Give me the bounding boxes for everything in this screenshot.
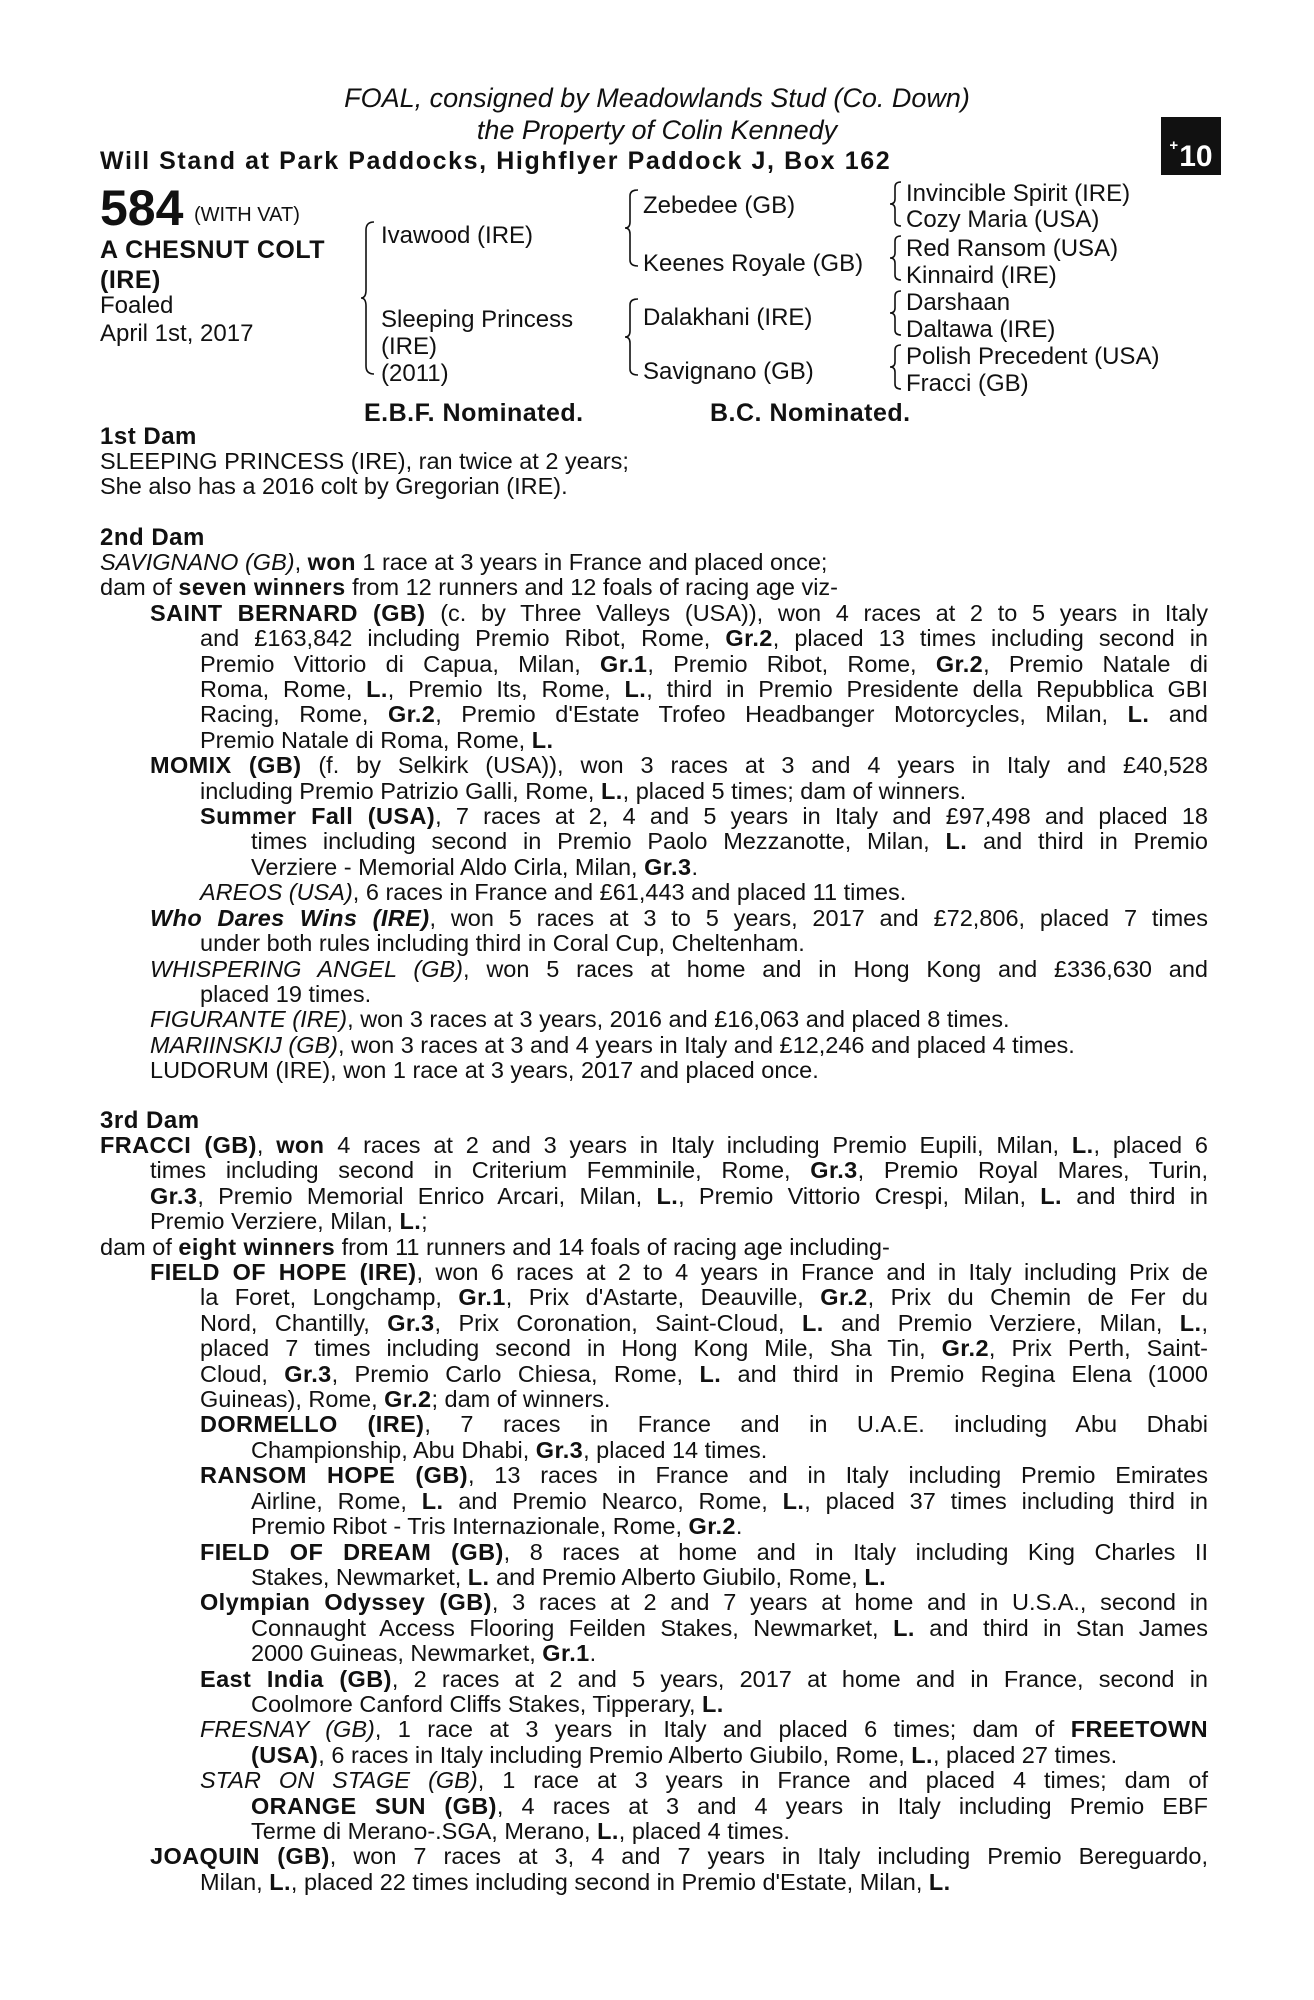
record-line bbox=[100, 1692, 1208, 1717]
record-emphasis: JOAQUIN (GB) bbox=[150, 1843, 330, 1870]
record-emphasis: L. bbox=[531, 726, 554, 753]
pedigree-sire: Ivawood (IRE) bbox=[381, 222, 534, 249]
record-text: , placed 14 times. bbox=[583, 1436, 768, 1463]
record-text: Championship, Abu Dhabi, bbox=[251, 1436, 536, 1463]
record-line bbox=[100, 1667, 1208, 1692]
record-text: Racing, Rome, bbox=[200, 701, 388, 728]
record-line bbox=[100, 677, 1208, 702]
record-text: and third in Stan James bbox=[914, 1614, 1208, 1641]
pedigree-bracket-3c bbox=[889, 289, 903, 337]
record-emphasis: STAR ON STAGE (GB) bbox=[200, 1767, 478, 1794]
record-line bbox=[100, 1184, 1208, 1209]
pedigree-bracket-3b bbox=[889, 234, 903, 282]
record-emphasis: L. bbox=[893, 1614, 915, 1641]
record-emphasis: Gr.2 bbox=[935, 650, 984, 677]
record-text: , bbox=[1201, 1309, 1209, 1336]
record-emphasis: Gr.2 bbox=[941, 1335, 989, 1362]
record-text: Roma, Rome, bbox=[200, 676, 367, 703]
record-text: . bbox=[735, 1513, 743, 1540]
lot-number: 584 bbox=[100, 180, 184, 236]
record-emphasis: Gr.3 bbox=[387, 1309, 435, 1336]
record-line bbox=[100, 1743, 1208, 1768]
record-emphasis: Gr.3 bbox=[644, 853, 692, 880]
record-emphasis: L. bbox=[1040, 1182, 1062, 1209]
pedigree-dam-country: (IRE) bbox=[381, 333, 437, 360]
pedigree-bracket-dam bbox=[624, 297, 640, 377]
record-text: , placed 22 times including second in Premio d'Estate, Milan, bbox=[290, 1868, 929, 1895]
record-text: , Prix du Chemin de Fer du bbox=[867, 1284, 1208, 1311]
record-text: dam of bbox=[100, 574, 179, 601]
lot-badge bbox=[1161, 117, 1221, 175]
record-emphasis: seven winners bbox=[178, 574, 346, 601]
record-line bbox=[100, 1794, 1208, 1819]
record-line bbox=[100, 1438, 1208, 1463]
record-text: , won 5 races at home and in Hong Kong and £336,630 and bbox=[463, 955, 1208, 982]
record-line bbox=[100, 1235, 1208, 1260]
record-text: Stakes, Newmarket, bbox=[251, 1563, 468, 1590]
property-line: the Property of Colin Kennedy bbox=[476, 115, 838, 145]
pedigree-dd-dam: Fracci (GB) bbox=[906, 370, 1029, 397]
record-text: , Premio d'Estate Trofeo Headbanger Motorcycles, Milan, bbox=[435, 701, 1128, 728]
record-emphasis: L. bbox=[1071, 1132, 1094, 1158]
record-text: , 7 races in France and in U.A.E. including Abu Dhabi bbox=[424, 1411, 1208, 1438]
record-text: (f. by Selkirk (USA)), won 3 races at 3 and 4 years in Italy and £40,528 bbox=[301, 752, 1208, 779]
record-text: , 2 races at 2 and 5 years, 2017 at home and in France, second in bbox=[391, 1665, 1209, 1692]
record-line bbox=[100, 702, 1208, 727]
record-emphasis: L. bbox=[624, 676, 647, 703]
second-dam-text bbox=[100, 550, 1208, 1084]
record-emphasis: DORMELLO (IRE) bbox=[200, 1411, 425, 1438]
record-text: LUDORUM (IRE), won 1 race at 3 years, 2017 and placed once. bbox=[150, 1057, 819, 1084]
pedigree-ds-dam: Daltawa (IRE) bbox=[906, 316, 1056, 343]
record-line bbox=[100, 575, 1208, 600]
record-line bbox=[100, 1133, 1208, 1158]
record-emphasis: Gr.1 bbox=[458, 1284, 506, 1311]
record-line bbox=[100, 1007, 1208, 1032]
record-text: under both rules including third in Coral Cup, Cheltenham. bbox=[200, 930, 805, 957]
record-text: Premio Natale di Roma, Rome, bbox=[200, 726, 532, 753]
record-text: la Foret, Longchamp, bbox=[200, 1284, 459, 1311]
record-line bbox=[100, 957, 1208, 982]
record-emphasis: Gr.2 bbox=[384, 1386, 432, 1413]
record-line bbox=[100, 1489, 1208, 1514]
record-text: , 13 races in France and in Italy including Premio Emirates bbox=[467, 1462, 1208, 1489]
record-text: , 8 races at home and in Italy including King Charles II bbox=[503, 1538, 1208, 1565]
record-line bbox=[100, 1616, 1208, 1641]
record-line bbox=[100, 1641, 1208, 1666]
record-text: , 1 race at 3 years in Italy and placed 6 times; dam of bbox=[374, 1716, 1071, 1743]
record-text: ; dam of winners. bbox=[431, 1386, 611, 1413]
record-text: dam of bbox=[100, 1233, 179, 1260]
record-line bbox=[100, 728, 1208, 753]
pedigree-dam-dam: Savignano (GB) bbox=[643, 358, 814, 385]
pedigree-bracket-3a bbox=[889, 180, 903, 228]
record-emphasis: eight winners bbox=[178, 1233, 336, 1260]
record-line bbox=[100, 1819, 1208, 1844]
record-text: Premio Ribot - Tris Internazionale, Rome, bbox=[251, 1513, 689, 1540]
record-emphasis: FIELD OF HOPE (IRE) bbox=[150, 1259, 417, 1286]
record-line bbox=[100, 1285, 1208, 1310]
record-text: times including second in Criterium Femminile, Rome, bbox=[150, 1157, 811, 1184]
record-text: , bbox=[294, 549, 308, 575]
record-line bbox=[100, 1387, 1208, 1412]
record-emphasis: L. bbox=[928, 1868, 951, 1895]
record-line bbox=[100, 982, 1208, 1007]
record-emphasis: L. bbox=[801, 1309, 824, 1336]
record-text: , placed 4 times. bbox=[618, 1817, 790, 1844]
record-line bbox=[100, 1260, 1208, 1285]
record-emphasis: L. bbox=[782, 1487, 805, 1514]
record-text: Premio Verziere, Milan, bbox=[150, 1208, 400, 1235]
record-line bbox=[100, 1058, 1208, 1083]
record-text: , placed 27 times. bbox=[932, 1741, 1118, 1768]
record-line bbox=[100, 855, 1208, 880]
record-text: , won 3 races at 3 years, 2016 and £16,063 and placed 8 times. bbox=[347, 1006, 1010, 1033]
record-text: , Premio Natale di bbox=[983, 650, 1208, 677]
record-emphasis: L. bbox=[702, 1690, 724, 1717]
record-text: , 7 races at 2, 4 and 5 years in Italy and £97,498 and placed 18 bbox=[435, 803, 1208, 830]
record-text: Premio Vittorio di Capua, Milan, bbox=[200, 650, 601, 677]
record-text: , 3 races at 2 and 7 years at home and in U.S.A., second in bbox=[491, 1589, 1208, 1616]
record-text: , Premio Ribot, Rome, bbox=[647, 650, 936, 677]
pedigree-ss-dam: Cozy Maria (USA) bbox=[906, 206, 1100, 233]
record-emphasis: Gr.2 bbox=[820, 1284, 868, 1311]
record-emphasis: L. bbox=[421, 1487, 444, 1514]
pedigree-dam-year: (2011) bbox=[381, 360, 449, 387]
record-text: , placed 13 times including second in bbox=[772, 625, 1208, 652]
record-emphasis: SAVIGNANO (GB) bbox=[100, 549, 295, 575]
record-emphasis: L. bbox=[1127, 701, 1150, 728]
foaled-label: Foaled bbox=[100, 292, 174, 319]
record-emphasis: Gr.1 bbox=[542, 1640, 590, 1667]
record-emphasis: Gr.2 bbox=[387, 701, 436, 728]
record-line bbox=[100, 1870, 1208, 1895]
pedigree-dam bbox=[381, 306, 573, 387]
lot-description bbox=[100, 235, 325, 295]
record-line bbox=[100, 804, 1208, 829]
record-emphasis: AREOS (USA) bbox=[200, 879, 353, 906]
record-emphasis: Gr.1 bbox=[600, 650, 648, 677]
record-emphasis: L. bbox=[699, 1360, 722, 1387]
record-line bbox=[100, 753, 1208, 778]
record-text: Coolmore Canford Cliffs Stakes, Tipperary, bbox=[251, 1690, 703, 1717]
record-line bbox=[100, 652, 1208, 677]
record-line bbox=[100, 601, 1208, 626]
pedigree-sire-dam: Keenes Royale (GB) bbox=[643, 250, 864, 277]
record-emphasis: ORANGE SUN (GB) bbox=[251, 1792, 497, 1819]
record-text: and bbox=[1149, 701, 1208, 728]
record-text: from 11 runners and 14 foals of racing age including- bbox=[335, 1233, 890, 1260]
record-text: , won 3 races at 3 and 4 years in Italy and £12,246 and placed 4 times. bbox=[338, 1031, 1075, 1058]
record-text: Guineas), Rome, bbox=[200, 1386, 385, 1413]
bc-nominated: B.C. Nominated. bbox=[710, 399, 911, 427]
pedigree-bracket-sire bbox=[624, 188, 640, 268]
record-emphasis: won bbox=[307, 549, 356, 575]
record-emphasis: L. bbox=[1179, 1309, 1202, 1336]
record-text: Milan, bbox=[200, 1868, 270, 1895]
vat-note: (WITH VAT) bbox=[194, 204, 300, 226]
record-text: , 6 races in France and £61,443 and placed 11 times. bbox=[352, 879, 907, 906]
foaled-info bbox=[100, 292, 253, 348]
record-line bbox=[100, 1514, 1208, 1539]
record-emphasis: Summer Fall (USA) bbox=[200, 803, 436, 830]
record-text: , Premio Its, Rome, bbox=[387, 676, 625, 703]
record-text: , third in Premio Presidente della Repubblica GBI bbox=[646, 676, 1208, 703]
record-line bbox=[100, 1362, 1208, 1387]
second-dam-heading: 2nd Dam bbox=[100, 524, 205, 551]
record-emphasis: FRESNAY (GB) bbox=[200, 1716, 375, 1743]
ebf-nominated: E.B.F. Nominated. bbox=[364, 399, 584, 427]
record-text: , Premio Memorial Enrico Arcari, Milan, bbox=[197, 1182, 657, 1209]
record-text: , bbox=[256, 1132, 277, 1158]
third-dam-heading: 3rd Dam bbox=[100, 1107, 200, 1134]
record-text: Terme di Merano-.SGA, Merano, bbox=[251, 1817, 598, 1844]
record-text: Cloud, bbox=[200, 1360, 285, 1387]
pedigree-ds-sire: Darshaan bbox=[906, 289, 1011, 316]
pedigree-dam-name: Sleeping Princess bbox=[381, 306, 574, 333]
record-emphasis: MARIINSKIJ (GB) bbox=[150, 1031, 339, 1058]
record-text: , won 6 races at 2 to 4 years in France and in Italy including Prix de bbox=[416, 1259, 1208, 1286]
record-emphasis: won bbox=[276, 1132, 325, 1158]
record-emphasis: Gr.3 bbox=[535, 1436, 584, 1463]
record-text: from 12 runners and 12 foals of racing age viz- bbox=[345, 574, 839, 601]
record-emphasis: Who Dares Wins (IRE) bbox=[150, 904, 430, 931]
record-text: , Premio Vittorio Crespi, Milan, bbox=[678, 1182, 1041, 1209]
record-emphasis: Gr.2 bbox=[725, 625, 773, 652]
record-emphasis: Gr.3 bbox=[284, 1360, 332, 1387]
record-line bbox=[100, 1844, 1208, 1869]
record-emphasis: L. bbox=[911, 1741, 933, 1768]
record-emphasis: L. bbox=[600, 777, 623, 804]
badge-number: 10 bbox=[1179, 140, 1213, 173]
record-text: , 4 races at 3 and 4 years in Italy including Premio EBF bbox=[496, 1792, 1208, 1819]
record-text: , Premio Royal Mares, Turin, bbox=[857, 1157, 1209, 1184]
record-text: , Premio Carlo Chiesa, Rome, bbox=[331, 1360, 700, 1387]
record-emphasis: Olympian Odyssey (GB) bbox=[200, 1589, 492, 1616]
record-line bbox=[100, 1311, 1208, 1336]
record-text: Airline, Rome, bbox=[251, 1487, 422, 1514]
record-text: , 6 races in Italy including Premio Alberto Giubilo, Rome, bbox=[318, 1741, 912, 1768]
record-text: Connaught Access Flooring Feilden Stakes, Newmarket, bbox=[251, 1614, 894, 1641]
record-emphasis: L. bbox=[366, 676, 388, 703]
record-line bbox=[100, 1565, 1208, 1590]
record-emphasis: FREETOWN bbox=[1070, 1716, 1208, 1743]
record-emphasis: L. bbox=[864, 1563, 887, 1590]
record-emphasis: RANSOM HOPE (GB) bbox=[200, 1462, 468, 1489]
record-text: . bbox=[589, 1640, 597, 1667]
record-text: 2000 Guineas, Newmarket, bbox=[251, 1640, 543, 1667]
record-text: including Premio Patrizio Galli, Rome, bbox=[200, 777, 601, 804]
third-dam-text bbox=[100, 1133, 1208, 1895]
record-text: . bbox=[691, 853, 698, 880]
pedigree-bracket-main bbox=[360, 220, 376, 376]
record-text: times including second in Premio Paolo Mezzanotte, Milan, bbox=[251, 828, 946, 855]
lot-description-line2: (IRE) bbox=[100, 266, 161, 294]
record-line bbox=[100, 1336, 1208, 1361]
first-dam-text bbox=[100, 449, 1208, 500]
record-text: and third in Premio Regina Elena (1000 bbox=[721, 1360, 1208, 1387]
record-emphasis: East India (GB) bbox=[200, 1665, 392, 1692]
record-emphasis: L. bbox=[597, 1817, 619, 1844]
record-emphasis: L. bbox=[656, 1182, 679, 1209]
record-line bbox=[100, 1209, 1208, 1234]
first-dam-heading: 1st Dam bbox=[100, 423, 197, 450]
record-line bbox=[100, 880, 1208, 905]
record-line bbox=[100, 550, 1208, 575]
record-text: Nord, Chantilly, bbox=[200, 1309, 388, 1336]
record-text: , won 7 races at 3, 4 and 7 years in Italy including Premio Bereguardo, bbox=[329, 1843, 1208, 1870]
record-text: , placed 37 times including third in bbox=[804, 1487, 1208, 1514]
record-line bbox=[100, 906, 1208, 931]
record-text: and Premio Nearco, Rome, bbox=[443, 1487, 783, 1514]
record-text: , placed 6 bbox=[1093, 1132, 1208, 1158]
pedigree-sire-sire: Zebedee (GB) bbox=[643, 192, 796, 219]
record-emphasis: FIELD OF DREAM (GB) bbox=[200, 1538, 504, 1565]
record-emphasis: L. bbox=[945, 828, 968, 855]
record-emphasis: Gr.2 bbox=[688, 1513, 736, 1540]
record-text: and third in bbox=[1061, 1182, 1208, 1209]
record-emphasis: Gr.3 bbox=[150, 1182, 198, 1209]
badge-plus: + bbox=[1169, 137, 1179, 154]
record-line bbox=[100, 1768, 1208, 1793]
record-emphasis: FIGURANTE (IRE) bbox=[150, 1006, 348, 1033]
record-emphasis: (USA) bbox=[251, 1741, 319, 1768]
record-text: , Prix Coronation, Saint-Cloud, bbox=[434, 1309, 802, 1336]
pedigree-dd-sire: Polish Precedent (USA) bbox=[906, 343, 1160, 370]
record-text: and Premio Alberto Giubilo, Rome, bbox=[489, 1563, 865, 1590]
record-emphasis: SAINT BERNARD (GB) bbox=[150, 599, 426, 626]
record-emphasis: L. bbox=[467, 1563, 490, 1590]
record-line bbox=[100, 1412, 1208, 1437]
record-line bbox=[100, 779, 1208, 804]
record-line bbox=[100, 931, 1208, 956]
record-text: , won 5 races at 3 to 5 years, 2017 and £72,806, placed 7 times bbox=[429, 904, 1209, 931]
record-emphasis: Gr.3 bbox=[810, 1157, 858, 1184]
record-text: (c. by Three Valleys (USA)), won 4 races at 2 to 5 years in Italy bbox=[425, 599, 1208, 626]
record-line bbox=[100, 1590, 1208, 1615]
record-text: Verziere - Memorial Aldo Cirla, Milan, bbox=[251, 853, 645, 880]
consignor-line: FOAL, consigned by Meadowlands Stud (Co. Down) bbox=[344, 83, 970, 113]
record-text: 1 race at 3 years in France and placed once; bbox=[355, 549, 828, 575]
record-text: placed 19 times. bbox=[200, 980, 372, 1007]
record-emphasis: MOMIX (GB) bbox=[150, 752, 302, 779]
stabling-line: Will Stand at Park Paddocks, Highflyer Paddock J, Box 162 bbox=[100, 147, 892, 175]
record-text: 4 races at 2 and 3 years in Italy including Premio Eupili, Milan, bbox=[324, 1132, 1072, 1158]
record-line bbox=[100, 1158, 1208, 1183]
record-line bbox=[100, 1033, 1208, 1058]
record-text: , placed 5 times; dam of winners. bbox=[622, 777, 967, 804]
record-line bbox=[100, 1463, 1208, 1488]
record-emphasis: L. bbox=[399, 1208, 422, 1235]
foaled-date: April 1st, 2017 bbox=[100, 320, 254, 347]
lot-description-line1: A CHESNUT COLT bbox=[100, 236, 326, 264]
record-text: , Prix Perth, Saint- bbox=[988, 1335, 1208, 1362]
record-line bbox=[100, 1540, 1208, 1565]
record-text: and £163,842 including Premio Ribot, Rome, bbox=[200, 625, 726, 652]
pedigree-dam-sire: Dalakhani (IRE) bbox=[643, 304, 813, 331]
pedigree-sd-dam: Kinnaird (IRE) bbox=[906, 262, 1057, 289]
record-text: and Premio Verziere, Milan, bbox=[823, 1309, 1180, 1336]
record-text: and third in Premio bbox=[967, 828, 1208, 855]
first-dam-line: She also has a 2016 colt by Gregorian (IRE). bbox=[100, 473, 568, 500]
record-text: placed 7 times including second in Hong Kong Mile, Sha Tin, bbox=[200, 1335, 942, 1362]
pedigree-bracket-3d bbox=[889, 343, 903, 391]
record-line bbox=[100, 1717, 1208, 1742]
first-dam-line: SLEEPING PRINCESS (IRE), ran twice at 2 years; bbox=[100, 448, 629, 474]
record-emphasis: FRACCI (GB) bbox=[100, 1132, 257, 1158]
record-text: , 1 race at 3 years in France and placed 4 times; dam of bbox=[477, 1767, 1208, 1794]
record-emphasis: L. bbox=[269, 1868, 291, 1895]
pedigree-sd-sire: Red Ransom (USA) bbox=[906, 235, 1119, 262]
record-text: ; bbox=[421, 1208, 428, 1235]
record-text: , Prix d'Astarte, Deauville, bbox=[505, 1284, 821, 1311]
record-line bbox=[100, 626, 1208, 651]
pedigree-ss-sire: Invincible Spirit (IRE) bbox=[906, 180, 1131, 207]
record-emphasis: WHISPERING ANGEL (GB) bbox=[150, 955, 464, 982]
record-line bbox=[100, 829, 1208, 854]
